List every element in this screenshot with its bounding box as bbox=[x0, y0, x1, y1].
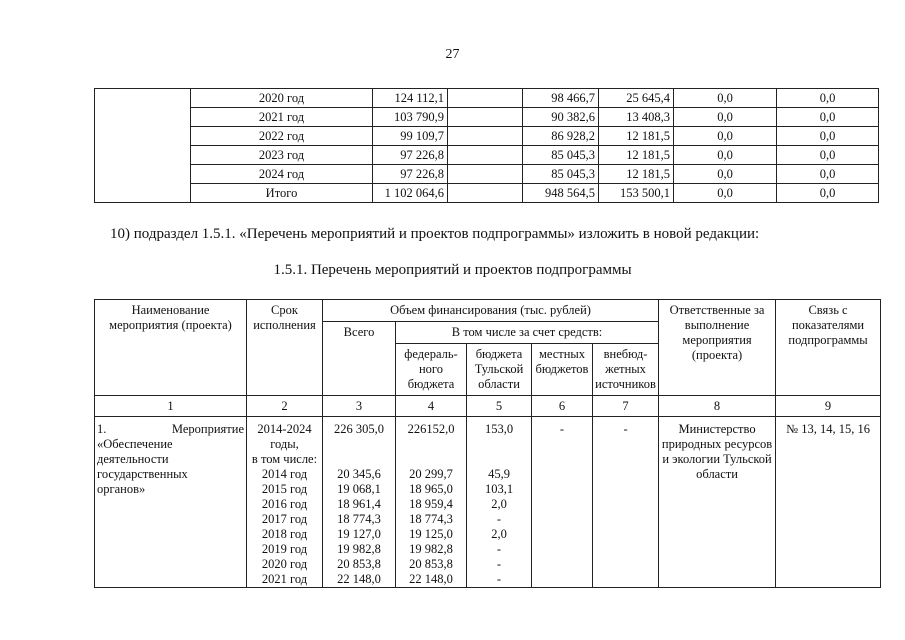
cell-line: 19 068,1 bbox=[337, 482, 381, 496]
year-cell: 2020 год bbox=[191, 89, 373, 108]
measure-word: Мероприятие bbox=[171, 422, 244, 436]
cell-line: 45,9 bbox=[488, 467, 510, 481]
header-local: местных бюджетов bbox=[532, 344, 593, 396]
cell-line: 2019 год bbox=[261, 542, 308, 556]
cell-line: 18 965,0 bbox=[409, 482, 453, 496]
cell-line: 2018 год bbox=[261, 527, 308, 541]
header-including: В том числе за счет средств: bbox=[396, 322, 659, 344]
term-cell bbox=[247, 417, 323, 588]
cell-line: 2021 год bbox=[261, 572, 308, 586]
cell-line: 2020 год bbox=[261, 557, 308, 571]
total-cell: 97 226,8 bbox=[373, 146, 448, 165]
link-cell: № 13, 14, 15, 16 bbox=[776, 417, 881, 588]
cell-line: 20 299,7 bbox=[409, 467, 453, 481]
cell-line: 19 127,0 bbox=[337, 527, 381, 541]
cell-line: в том числе: bbox=[251, 452, 318, 466]
cell-line: 18 774,3 bbox=[337, 512, 381, 526]
extra-cell: 0,0 bbox=[777, 127, 879, 146]
year-cell: Итого bbox=[191, 184, 373, 203]
responsible-cell: Министерство природных ресурсов и экологии Тульской области bbox=[659, 417, 776, 588]
extra-cell: 0,0 bbox=[777, 146, 879, 165]
federal-cell bbox=[448, 89, 523, 108]
regional-cell: 85 045,3 bbox=[523, 165, 599, 184]
column-number: 5 bbox=[467, 396, 532, 417]
total-cell bbox=[323, 417, 396, 588]
federal-cell bbox=[448, 108, 523, 127]
table-row bbox=[95, 184, 879, 203]
funding-summary-table bbox=[94, 88, 879, 203]
total-cell: 103 790,9 bbox=[373, 108, 448, 127]
cell-line: 2017 год bbox=[261, 512, 308, 526]
federal-cell bbox=[448, 184, 523, 203]
cell-line: 2016 год bbox=[261, 497, 308, 511]
column-number: 2 bbox=[247, 396, 323, 417]
cell-line: 18 959,4 bbox=[409, 497, 453, 511]
cell-line: 22 148,0 bbox=[337, 572, 381, 586]
measure-number: 1. bbox=[97, 422, 107, 436]
header-funding: Объем финансирования (тыс. рублей) bbox=[323, 300, 659, 322]
offbudget-cell: - bbox=[593, 417, 659, 588]
cell-line bbox=[469, 452, 529, 467]
column-number: 8 bbox=[659, 396, 776, 417]
cell-line: органов» bbox=[97, 482, 146, 496]
cell-line bbox=[325, 452, 393, 467]
federal-cell bbox=[448, 127, 523, 146]
cell-line bbox=[398, 452, 464, 467]
year-cell: 2023 год bbox=[191, 146, 373, 165]
cell-line: 153,0 bbox=[484, 422, 514, 436]
federal-cell bbox=[448, 146, 523, 165]
page-number: 27 bbox=[445, 47, 460, 62]
regional-cell: 85 045,3 bbox=[523, 146, 599, 165]
total-cell: 97 226,8 bbox=[373, 165, 448, 184]
federal-cell bbox=[396, 417, 467, 588]
cell-line: 20 853,8 bbox=[409, 557, 453, 571]
table-row bbox=[95, 127, 879, 146]
extra-cell: 0,0 bbox=[777, 184, 879, 203]
header-total: Всего bbox=[323, 322, 396, 396]
table-row bbox=[95, 108, 879, 127]
amendment-paragraph: 10) подраздел 1.5.1. «Перечень мероприятий и проектов подпрограммы» изложить в новой редакции: bbox=[110, 226, 760, 242]
header-regional: бюджета Тульской области bbox=[467, 344, 532, 396]
year-cell: 2022 год bbox=[191, 127, 373, 146]
cell-line bbox=[325, 437, 393, 452]
measure-name-cell bbox=[95, 417, 247, 588]
cell-line: 18 961,4 bbox=[337, 497, 381, 511]
total-cell: 124 112,1 bbox=[373, 89, 448, 108]
local-cell: - bbox=[532, 417, 593, 588]
offbudget-cell: 0,0 bbox=[674, 108, 777, 127]
cell-line: 2,0 bbox=[491, 497, 507, 511]
cell-line: 2015 год bbox=[261, 482, 308, 496]
cell-line: «Обеспечение bbox=[97, 437, 173, 451]
extra-cell: 0,0 bbox=[777, 165, 879, 184]
header-federal: федераль-ного бюджета bbox=[396, 344, 467, 396]
measures-table bbox=[94, 299, 881, 588]
cell-line: 18 774,3 bbox=[409, 512, 453, 526]
local-cell: 13 408,3 bbox=[599, 108, 674, 127]
offbudget-cell: 0,0 bbox=[674, 89, 777, 108]
local-cell: 153 500,1 bbox=[599, 184, 674, 203]
cell-line: 20 345,6 bbox=[337, 467, 381, 481]
column-number: 6 bbox=[532, 396, 593, 417]
offbudget-cell: 0,0 bbox=[674, 146, 777, 165]
total-cell: 1 102 064,6 bbox=[373, 184, 448, 203]
cell-line: 2,0 bbox=[491, 527, 507, 541]
cell-line: - bbox=[496, 512, 502, 526]
column-number: 1 bbox=[95, 396, 247, 417]
cell-line: - bbox=[496, 557, 502, 571]
cell-line: годы, bbox=[270, 437, 299, 451]
header-term: Срок исполнения bbox=[247, 300, 323, 396]
regional-cell bbox=[467, 417, 532, 588]
cell-line: 19 982,8 bbox=[409, 542, 453, 556]
column-number: 4 bbox=[396, 396, 467, 417]
column-number: 9 bbox=[776, 396, 881, 417]
local-cell: 25 645,4 bbox=[599, 89, 674, 108]
cell-line: 226152,0 bbox=[407, 422, 455, 436]
local-cell: 12 181,5 bbox=[599, 165, 674, 184]
offbudget-cell: 0,0 bbox=[674, 127, 777, 146]
regional-cell: 98 466,7 bbox=[523, 89, 599, 108]
column-number: 7 bbox=[593, 396, 659, 417]
section-subtitle: 1.5.1. Перечень мероприятий и проектов подпрограммы bbox=[273, 262, 632, 278]
column-number: 3 bbox=[323, 396, 396, 417]
cell-line bbox=[398, 437, 464, 452]
regional-cell: 948 564,5 bbox=[523, 184, 599, 203]
offbudget-cell: 0,0 bbox=[674, 165, 777, 184]
extra-cell: 0,0 bbox=[777, 89, 879, 108]
extra-cell: 0,0 bbox=[777, 108, 879, 127]
header-link: Связь с показателями подпрограммы bbox=[776, 300, 881, 396]
cell-line: 22 148,0 bbox=[409, 572, 453, 586]
table-row bbox=[95, 89, 879, 108]
regional-cell: 90 382,6 bbox=[523, 108, 599, 127]
cell-line: 226 305,0 bbox=[334, 422, 384, 436]
table-row bbox=[95, 417, 881, 588]
empty-name-cell bbox=[95, 89, 191, 203]
cell-line: 19 125,0 bbox=[409, 527, 453, 541]
local-cell: 12 181,5 bbox=[599, 146, 674, 165]
cell-line: 2014 год bbox=[261, 467, 308, 481]
header-responsible: Ответственные за выполнение мероприятия (проекта) bbox=[659, 300, 776, 396]
header-offbudget: внебюд-жетных источников bbox=[593, 344, 659, 396]
cell-line: деятельности bbox=[97, 452, 169, 466]
federal-cell bbox=[448, 165, 523, 184]
table-row bbox=[95, 165, 879, 184]
year-cell: 2021 год bbox=[191, 108, 373, 127]
year-cell: 2024 год bbox=[191, 165, 373, 184]
regional-cell: 86 928,2 bbox=[523, 127, 599, 146]
total-cell: 99 109,7 bbox=[373, 127, 448, 146]
cell-line bbox=[469, 437, 529, 452]
header-name: Наименование мероприятия (проекта) bbox=[95, 300, 247, 396]
cell-line: 19 982,8 bbox=[337, 542, 381, 556]
cell-line: 103,1 bbox=[484, 482, 514, 496]
cell-line: 20 853,8 bbox=[337, 557, 381, 571]
column-number-row bbox=[95, 396, 881, 417]
cell-line: - bbox=[496, 542, 502, 556]
cell-line: - bbox=[496, 572, 502, 586]
cell-line: 2014-2024 bbox=[257, 422, 312, 436]
cell-line: государственных bbox=[97, 467, 188, 481]
local-cell: 12 181,5 bbox=[599, 127, 674, 146]
table-row bbox=[95, 146, 879, 165]
offbudget-cell: 0,0 bbox=[674, 184, 777, 203]
